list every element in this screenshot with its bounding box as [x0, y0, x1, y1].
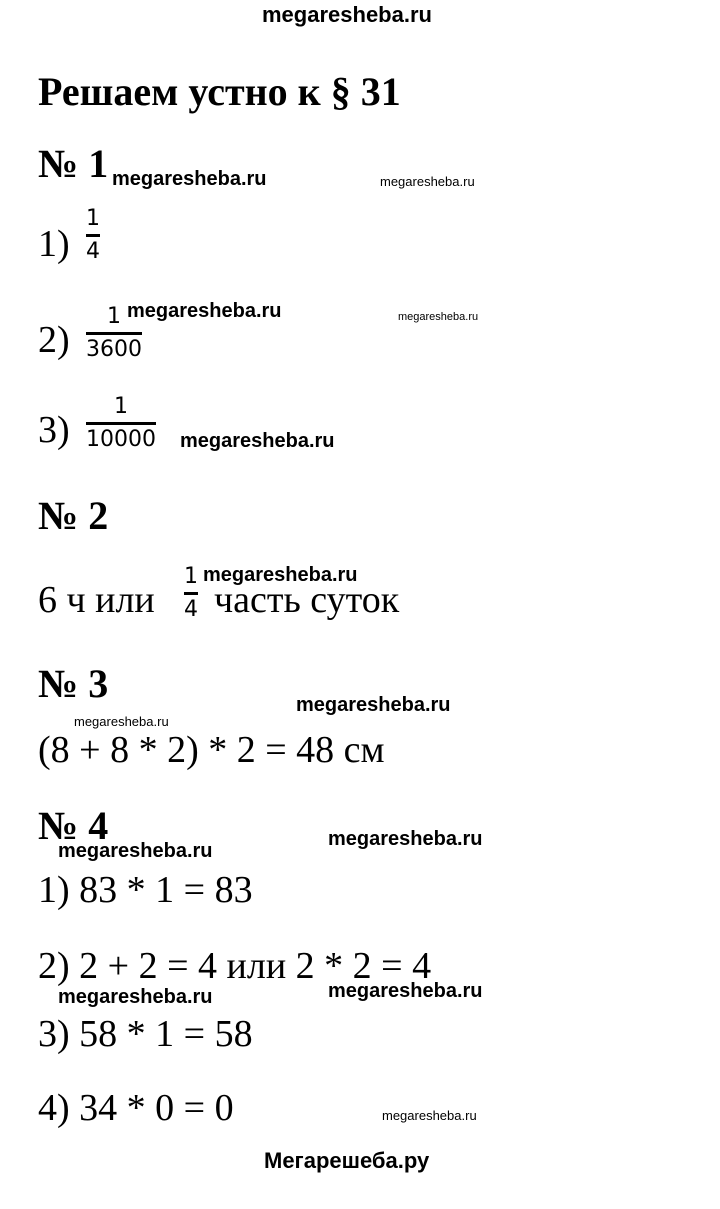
numerator: 1 — [184, 564, 198, 589]
task-1-item-2-prefix: 2) — [38, 319, 70, 361]
task-2-text-after: часть суток — [214, 579, 400, 621]
task-1-number: № 1 — [38, 141, 109, 186]
task-1-item-3-prefix: 3) — [38, 409, 70, 451]
fraction-bar — [184, 592, 198, 595]
task-2-text-before: 6 ч или — [38, 579, 155, 621]
task-4-line-2: 2) 2 + 2 = 4 или 2 * 2 = 4 — [38, 945, 432, 987]
task-4-line-4: 4) 34 * 0 = 0 — [38, 1087, 234, 1129]
watermark: megaresheba.ru — [328, 980, 483, 1002]
watermark: megaresheba.ru — [112, 168, 267, 190]
watermark: megaresheba.ru — [180, 430, 335, 452]
denominator: 4 — [86, 239, 100, 264]
task-1-item-1-fraction — [86, 208, 100, 263]
watermark: megaresheba.ru — [296, 694, 451, 716]
task-1-item-1-prefix: 1) — [38, 223, 70, 265]
page-title: Решаем устно к § 31 — [38, 69, 401, 114]
task-4-line-3: 3) 58 * 1 = 58 — [38, 1013, 253, 1055]
fraction-bar — [86, 422, 156, 425]
numerator: 1 — [107, 304, 121, 329]
task-1-item-3-fraction — [86, 396, 156, 451]
watermark: megaresheba.ru — [74, 714, 169, 729]
watermark: megaresheba.ru — [328, 828, 483, 850]
watermark: megaresheba.ru — [380, 174, 475, 189]
watermark: megaresheba.ru — [127, 300, 282, 322]
task-3-equation: (8 + 8 * 2) * 2 = 48 см — [38, 729, 385, 771]
fraction-bar — [86, 332, 142, 335]
denominator: 3600 — [86, 337, 142, 362]
task-3-number: № 3 — [38, 661, 109, 706]
denominator: 4 — [184, 597, 198, 622]
task-4-line-1: 1) 83 * 1 = 83 — [38, 869, 253, 911]
watermark: megaresheba.ru — [58, 986, 213, 1008]
task-4-number: № 4 — [38, 803, 109, 848]
task-2-fraction — [184, 566, 198, 621]
numerator: 1 — [86, 206, 100, 231]
task-2-number: № 2 — [38, 493, 109, 538]
watermark: megaresheba.ru — [398, 311, 479, 323]
site-watermark-bottom: Мегарешеба.ру — [264, 1148, 430, 1173]
denominator: 10000 — [86, 427, 156, 452]
numerator: 1 — [114, 394, 128, 419]
watermark: megaresheba.ru — [382, 1108, 477, 1123]
watermark: megaresheba.ru — [58, 840, 213, 862]
site-watermark-top: megaresheba.ru — [262, 2, 432, 27]
fraction-bar — [86, 234, 100, 237]
watermark: megaresheba.ru — [203, 564, 358, 586]
